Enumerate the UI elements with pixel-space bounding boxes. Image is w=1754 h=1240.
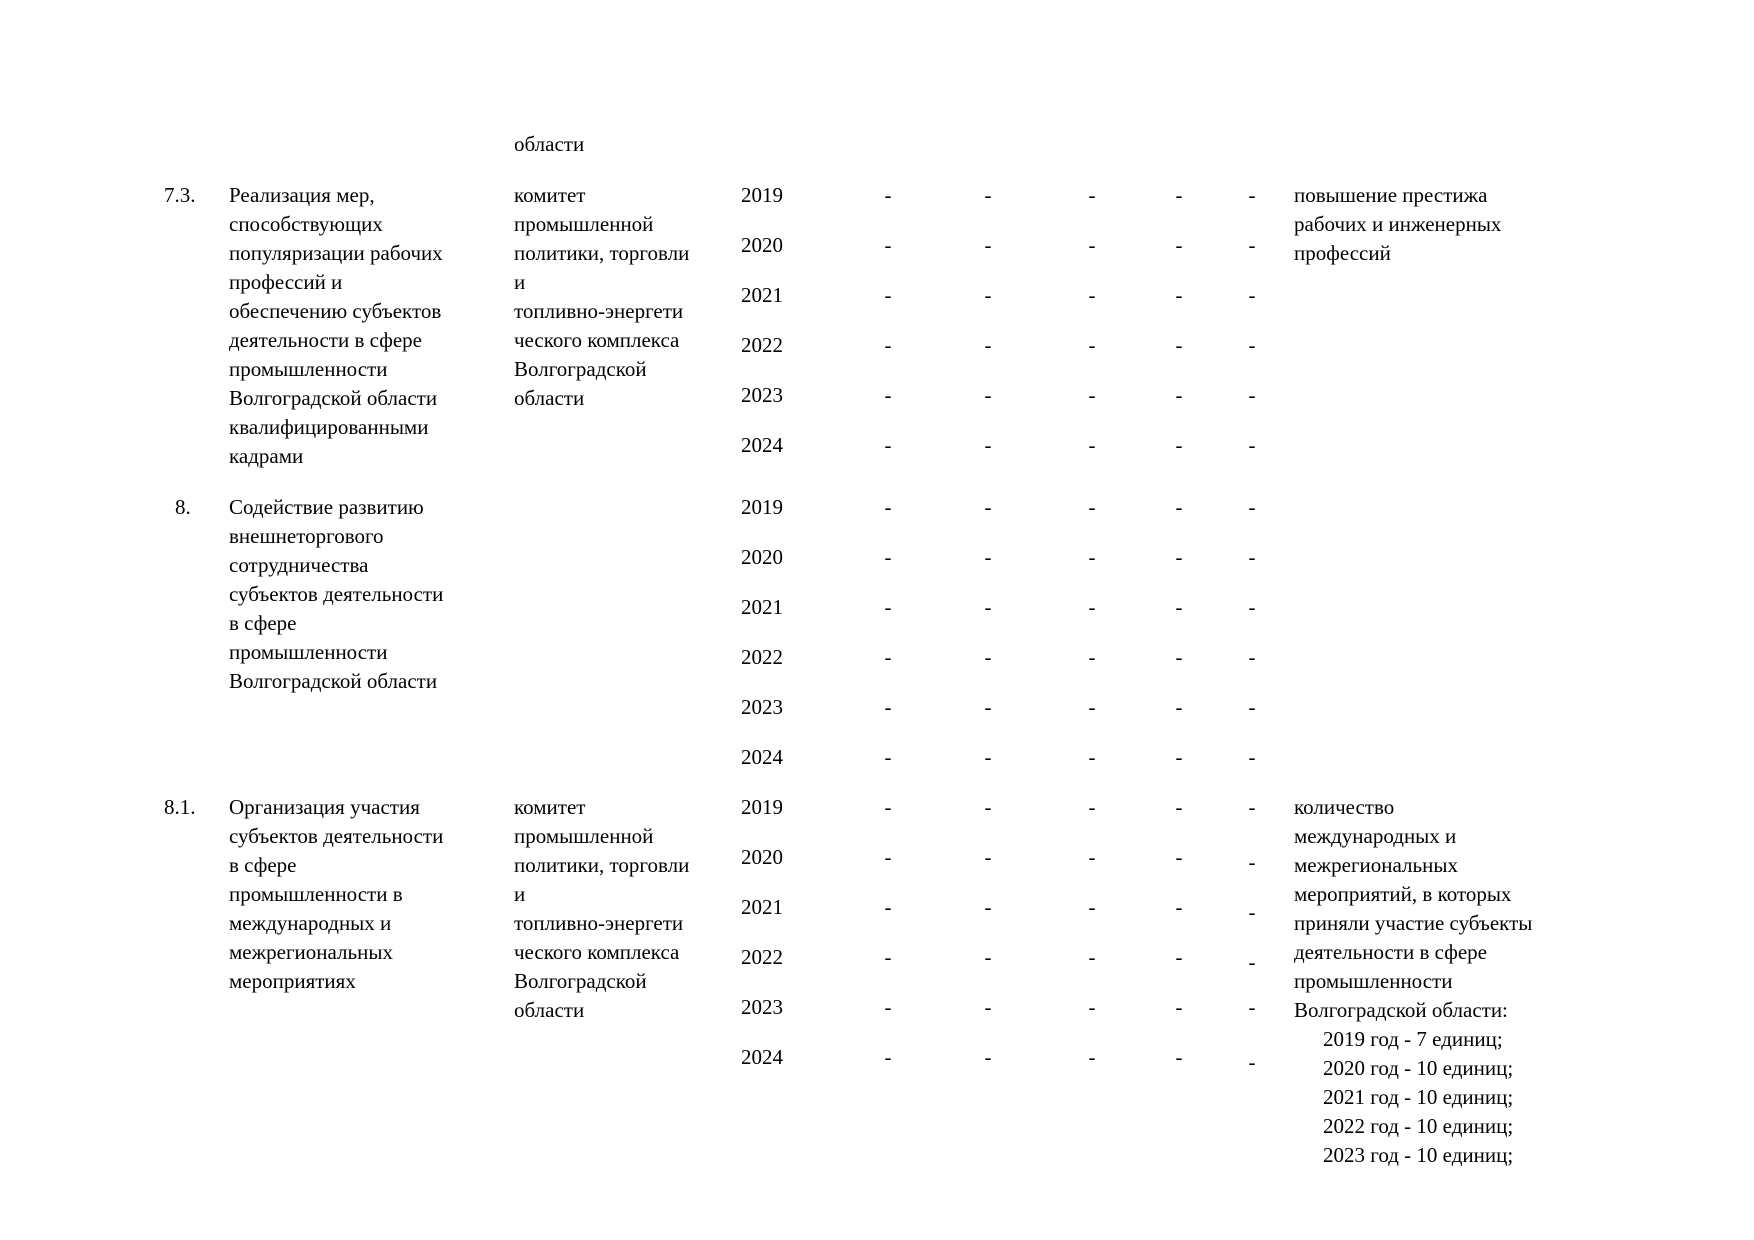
year-cell: 2022 — [741, 645, 783, 669]
value-cell: - — [1175, 183, 1183, 207]
value-cell: - — [1175, 845, 1183, 869]
value-cell: - — [1248, 595, 1256, 619]
value-cell: - — [1248, 183, 1256, 207]
year-cell: 2024 — [741, 745, 783, 769]
value-cell: - — [1088, 495, 1096, 519]
row-name-line: Волгоградской области — [229, 669, 438, 693]
value-cell: - — [1175, 895, 1183, 919]
row-name-line: субъектов деятельности — [229, 824, 444, 848]
value-cell: - — [1088, 383, 1096, 407]
row-name-line: кадрами — [229, 444, 304, 468]
year-cell: 2021 — [741, 595, 783, 619]
value-cell: - — [884, 183, 892, 207]
row-executor-line: политики, торговли — [514, 853, 690, 877]
row-number: 7.3. — [164, 183, 196, 207]
value-cell: - — [1088, 1045, 1096, 1069]
row-name-line: в сфере — [229, 853, 297, 877]
row-executor-line: политики, торговли — [514, 241, 690, 265]
value-cell: - — [984, 645, 992, 669]
value-cell: - — [1248, 495, 1256, 519]
value-cell: - — [1248, 1050, 1256, 1074]
row-executor-line: Волгоградской — [514, 969, 647, 993]
row-name-line: способствующих — [229, 212, 383, 236]
value-cell: - — [1088, 695, 1096, 719]
result-year-line: 2019 год - 7 единиц; — [1323, 1027, 1503, 1051]
year-cell: 2020 — [741, 845, 783, 869]
value-cell: - — [884, 233, 892, 257]
row-name-line: Волгоградской области — [229, 386, 438, 410]
value-cell: - — [1248, 950, 1256, 974]
value-cell: - — [1175, 595, 1183, 619]
row-result-line: мероприятий, в которых — [1294, 882, 1512, 906]
row-name-line: Реализация мер, — [229, 183, 375, 207]
row-name-line: внешнеторгового — [229, 524, 384, 548]
year-cell: 2021 — [741, 283, 783, 307]
value-cell: - — [884, 695, 892, 719]
value-cell: - — [884, 495, 892, 519]
value-cell: - — [884, 545, 892, 569]
row-name-line: субъектов деятельности — [229, 582, 444, 606]
year-cell: 2020 — [741, 233, 783, 257]
value-cell: - — [884, 1045, 892, 1069]
value-cell: - — [984, 233, 992, 257]
value-cell: - — [984, 333, 992, 357]
value-cell: - — [1175, 795, 1183, 819]
value-cell: - — [1175, 1045, 1183, 1069]
executor-carryover-text: области — [514, 132, 585, 156]
row-result-line: количество — [1294, 795, 1395, 819]
value-cell: - — [884, 383, 892, 407]
value-cell: - — [1248, 545, 1256, 569]
result-year-line: 2023 год - 10 единиц; — [1323, 1143, 1514, 1167]
value-cell: - — [1088, 895, 1096, 919]
value-cell: - — [1175, 645, 1183, 669]
row-number: 8.1. — [164, 795, 196, 819]
row-executor-line: комитет — [514, 795, 586, 819]
value-cell: - — [884, 845, 892, 869]
value-cell: - — [884, 945, 892, 969]
row-name-line: промышленности — [229, 357, 388, 381]
value-cell: - — [884, 433, 892, 457]
value-cell: - — [984, 383, 992, 407]
value-cell: - — [884, 645, 892, 669]
year-cell: 2019 — [741, 183, 783, 207]
value-cell: - — [884, 283, 892, 307]
value-cell: - — [1175, 695, 1183, 719]
year-cell: 2024 — [741, 1045, 783, 1069]
value-cell: - — [1088, 945, 1096, 969]
value-cell: - — [1248, 233, 1256, 257]
value-cell: - — [884, 895, 892, 919]
value-cell: - — [984, 433, 992, 457]
value-cell: - — [984, 895, 992, 919]
value-cell: - — [984, 283, 992, 307]
value-cell: - — [1175, 995, 1183, 1019]
value-cell: - — [884, 333, 892, 357]
row-name-line: популяризации рабочих — [229, 241, 443, 265]
result-year-line: 2022 год - 10 единиц; — [1323, 1114, 1514, 1138]
year-cell: 2023 — [741, 695, 783, 719]
row-result-line: профессий — [1294, 241, 1391, 265]
row-executor-line: топливно-энергети — [514, 299, 684, 323]
value-cell: - — [984, 845, 992, 869]
row-executor-line: и — [514, 270, 526, 294]
row-result-line: межрегиональных — [1294, 853, 1458, 877]
value-cell: - — [1248, 695, 1256, 719]
value-cell: - — [984, 995, 992, 1019]
value-cell: - — [884, 795, 892, 819]
value-cell: - — [1175, 333, 1183, 357]
row-result-line: международных и — [1294, 824, 1457, 848]
value-cell: - — [884, 595, 892, 619]
row-name-line: в сфере — [229, 611, 297, 635]
value-cell: - — [1088, 283, 1096, 307]
year-cell: 2023 — [741, 383, 783, 407]
value-cell: - — [1088, 845, 1096, 869]
value-cell: - — [1088, 645, 1096, 669]
value-cell: - — [1088, 433, 1096, 457]
row-executor-line: и — [514, 882, 526, 906]
value-cell: - — [984, 745, 992, 769]
value-cell: - — [984, 945, 992, 969]
value-cell: - — [1248, 383, 1256, 407]
row-executor-line: ческого комплекса — [514, 328, 680, 352]
row-name-line: Организация участия — [229, 795, 420, 819]
row-result-line: деятельности в сфере — [1294, 940, 1487, 964]
row-name-line: деятельности в сфере — [229, 328, 422, 352]
value-cell: - — [1088, 545, 1096, 569]
value-cell: - — [1248, 283, 1256, 307]
value-cell: - — [1175, 433, 1183, 457]
value-cell: - — [1175, 495, 1183, 519]
row-executor-line: ческого комплекса — [514, 940, 680, 964]
value-cell: - — [984, 1045, 992, 1069]
row-executor-line: комитет — [514, 183, 586, 207]
value-cell: - — [984, 545, 992, 569]
row-result-line: рабочих и инженерных — [1294, 212, 1502, 236]
value-cell: - — [884, 995, 892, 1019]
value-cell: - — [984, 183, 992, 207]
row-executor-line: топливно-энергети — [514, 911, 684, 935]
row-executor-line: промышленной — [514, 212, 654, 236]
row-name-line: обеспечению субъектов — [229, 299, 442, 323]
value-cell: - — [984, 795, 992, 819]
row-result-line: приняли участие субъекты — [1294, 911, 1533, 935]
row-result-line: повышение престижа — [1294, 183, 1488, 207]
year-cell: 2021 — [741, 895, 783, 919]
value-cell: - — [1248, 795, 1256, 819]
row-name-line: сотрудничества — [229, 553, 369, 577]
year-cell: 2022 — [741, 945, 783, 969]
row-name-line: мероприятиях — [229, 969, 356, 993]
year-cell: 2019 — [741, 795, 783, 819]
value-cell: - — [984, 695, 992, 719]
value-cell: - — [1175, 233, 1183, 257]
value-cell: - — [1088, 183, 1096, 207]
value-cell: - — [1088, 333, 1096, 357]
value-cell: - — [1248, 333, 1256, 357]
row-number: 8. — [175, 495, 191, 519]
row-name-line: профессий и — [229, 270, 343, 294]
row-result-line: Волгоградской области: — [1294, 998, 1508, 1022]
row-executor-line: промышленной — [514, 824, 654, 848]
value-cell: - — [1248, 900, 1256, 924]
value-cell: - — [1248, 745, 1256, 769]
year-cell: 2020 — [741, 545, 783, 569]
result-year-line: 2021 год - 10 единиц; — [1323, 1085, 1514, 1109]
year-cell: 2023 — [741, 995, 783, 1019]
value-cell: - — [1248, 645, 1256, 669]
row-name-line: промышленности — [229, 640, 388, 664]
result-year-line: 2020 год - 10 единиц; — [1323, 1056, 1514, 1080]
year-cell: 2022 — [741, 333, 783, 357]
value-cell: - — [1088, 795, 1096, 819]
value-cell: - — [1175, 383, 1183, 407]
value-cell: - — [1248, 995, 1256, 1019]
value-cell: - — [984, 595, 992, 619]
value-cell: - — [1088, 995, 1096, 1019]
row-name-line: промышленности в — [229, 882, 403, 906]
value-cell: - — [1175, 945, 1183, 969]
value-cell: - — [1088, 595, 1096, 619]
value-cell: - — [1088, 745, 1096, 769]
value-cell: - — [1175, 545, 1183, 569]
row-name-line: международных и — [229, 911, 392, 935]
value-cell: - — [1248, 433, 1256, 457]
value-cell: - — [1175, 745, 1183, 769]
row-name-line: квалифицированными — [229, 415, 429, 439]
row-executor-line: области — [514, 386, 585, 410]
row-executor-line: области — [514, 998, 585, 1022]
row-result-line: промышленности — [1294, 969, 1453, 993]
row-executor-line: Волгоградской — [514, 357, 647, 381]
row-name-line: межрегиональных — [229, 940, 393, 964]
value-cell: - — [1248, 850, 1256, 874]
value-cell: - — [884, 745, 892, 769]
year-cell: 2019 — [741, 495, 783, 519]
value-cell: - — [1088, 233, 1096, 257]
value-cell: - — [1175, 283, 1183, 307]
row-name-line: Содействие развитию — [229, 495, 424, 519]
year-cell: 2024 — [741, 433, 783, 457]
value-cell: - — [984, 495, 992, 519]
